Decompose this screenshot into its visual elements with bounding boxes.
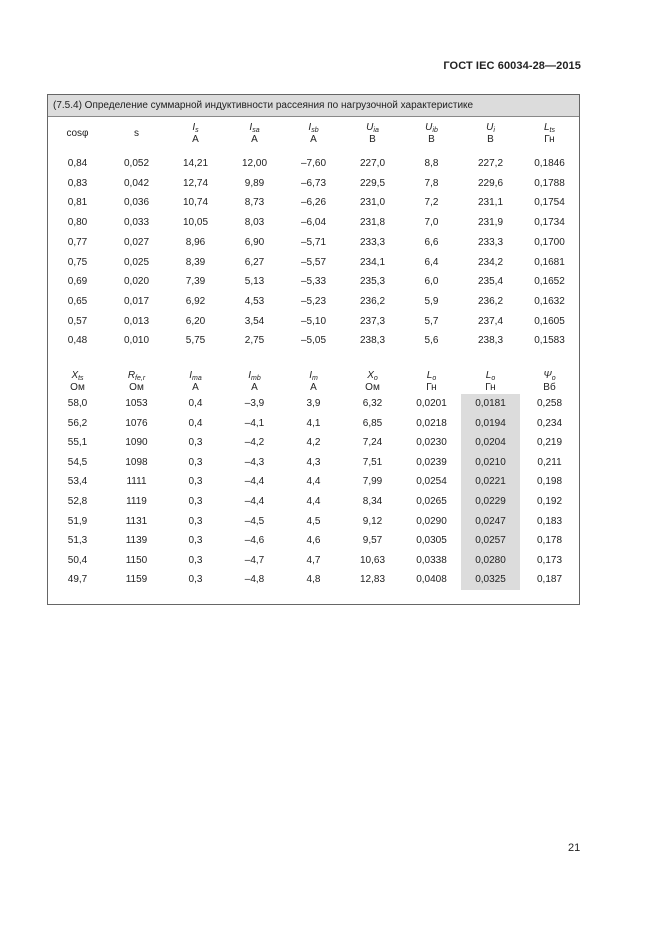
table-cell: 8,8 — [424, 158, 439, 169]
col-header — [284, 369, 343, 394]
table-cell: 0,0265 — [416, 496, 447, 507]
table-cell: 0,3 — [188, 554, 203, 566]
table-cell: 236,2 — [359, 295, 386, 307]
table-cell: 14,21 — [182, 158, 209, 169]
table-row — [48, 414, 579, 434]
table-cell: 8,03 — [244, 217, 265, 229]
table-cell: 8,39 — [185, 256, 206, 268]
table-cell: 0,178 — [536, 535, 563, 547]
col-header — [461, 121, 520, 146]
table-cell: 9,12 — [362, 515, 383, 527]
table-row — [48, 551, 579, 571]
col-symbol: $\Psi_o$ — [543, 369, 556, 382]
col-header — [225, 369, 284, 394]
table-cell: –6,04 — [300, 217, 327, 229]
col-unit: Гн — [426, 381, 437, 393]
table-cell-highlighted: 0,0229 — [461, 492, 520, 512]
col-header — [402, 121, 461, 146]
table-cell: 1119 — [126, 496, 147, 507]
table-cell: 12,74 — [182, 177, 209, 189]
document-header: ГОСТ IEC 60034-28—2015 — [443, 60, 581, 72]
table-cell: 0,3 — [188, 515, 203, 527]
col-header — [520, 121, 579, 146]
table-group2 — [48, 369, 579, 590]
table-cell: 4,6 — [306, 535, 321, 547]
table-cell: 6,27 — [244, 256, 265, 268]
table-cell-highlighted: 0,0325 — [461, 570, 520, 590]
table-cell: 0,020 — [123, 276, 150, 288]
table-cell: 237,4 — [477, 315, 504, 327]
table-cell: 49,7 — [67, 574, 88, 586]
table-cell: 50,4 — [67, 554, 88, 566]
table-cell: 0,017 — [123, 295, 150, 307]
table-cell: 51,3 — [67, 535, 88, 547]
col-unit: Вб — [543, 381, 556, 393]
table-cell: 4,4 — [306, 476, 321, 488]
col-symbol: $L_{ts}$ — [543, 121, 555, 134]
col-symbol: $L_o$ — [426, 369, 437, 382]
table-cell: –4,4 — [244, 496, 265, 507]
table-cell: 4,8 — [306, 574, 321, 586]
table-cell: 0,1681 — [534, 256, 565, 268]
table-row — [48, 512, 579, 532]
table-cell: 7,2 — [424, 197, 439, 209]
table-cell: 0,48 — [67, 335, 88, 347]
page-number: 21 — [568, 842, 581, 854]
table-cell-highlighted: 0,0204 — [461, 433, 520, 453]
col-symbol: $I_{sb}$ — [308, 121, 319, 134]
table-cell: 4,5 — [306, 515, 321, 527]
col-header — [166, 369, 225, 394]
table-cell: 1150 — [125, 554, 148, 566]
table-cell: 238,3 — [359, 335, 386, 347]
table-cell: 0,1700 — [534, 236, 565, 248]
col-symbol: $U_i$ — [486, 121, 495, 134]
col-symbol: s — [134, 128, 139, 139]
table-cell: 7,8 — [424, 177, 439, 189]
col-symbol: $U_{ib}$ — [425, 121, 438, 134]
col-header — [107, 121, 166, 146]
table-cell: 0,036 — [123, 197, 150, 209]
group2-header-row — [48, 369, 579, 394]
table-cell: –6,26 — [300, 197, 327, 209]
table-cell: 0,219 — [536, 437, 563, 449]
table-cell: 51,9 — [67, 515, 88, 527]
table-cell: 10,05 — [182, 217, 209, 229]
table-cell: 0,3 — [188, 437, 203, 449]
table-row — [48, 193, 579, 213]
table-cell: 7,0 — [424, 217, 439, 229]
table-cell: 0,3 — [188, 476, 203, 488]
table-cell: 0,57 — [67, 315, 88, 327]
col-symbol: $U_{ia}$ — [366, 121, 379, 134]
table-cell: 4,4 — [306, 496, 321, 507]
col-unit: A — [251, 133, 258, 145]
table-cell: 0,3 — [188, 456, 203, 468]
table-cell: 12,83 — [359, 574, 386, 586]
table-cell: 9,89 — [244, 177, 265, 189]
table-cell: 0,4 — [188, 417, 203, 429]
table-row — [48, 433, 579, 453]
col-unit: B — [428, 133, 435, 145]
table-cell: 238,3 — [477, 335, 504, 347]
table-cell: 0,052 — [123, 158, 150, 169]
table-cell: 235,3 — [359, 276, 386, 288]
table-cell: –5,23 — [300, 295, 327, 307]
table-cell: 0,1583 — [534, 335, 565, 347]
col-unit: Ом — [365, 381, 380, 393]
table-cell: –4,3 — [244, 456, 265, 468]
table-cell: 234,2 — [477, 256, 504, 268]
table-cell: 0,1846 — [534, 158, 565, 169]
table-cell: 0,042 — [123, 177, 150, 189]
group1-body — [48, 154, 579, 351]
table-cell: 0,0408 — [416, 574, 447, 586]
table-cell: –7,60 — [300, 158, 327, 169]
table-cell: 0,80 — [67, 217, 88, 229]
table-cell: 0,187 — [536, 574, 563, 586]
table-cell: 0,3 — [188, 574, 203, 586]
table-cell: 0,1734 — [534, 217, 565, 229]
table-cell: 0,84 — [67, 158, 88, 169]
table-cell: –5,10 — [300, 315, 327, 327]
table-row — [48, 492, 579, 512]
table-cell: –5,33 — [300, 276, 327, 288]
table-row — [48, 253, 579, 273]
table-row — [48, 570, 579, 590]
table-cell: 227,0 — [359, 158, 386, 169]
table-cell: 0,3 — [188, 496, 203, 507]
table-cell: 0,0305 — [416, 535, 447, 547]
table-cell: 5,6 — [424, 335, 439, 347]
col-header — [520, 369, 579, 394]
table-cell-highlighted: 0,0181 — [461, 394, 520, 414]
table-cell: –5,05 — [300, 335, 327, 347]
col-header — [48, 369, 107, 394]
col-header — [343, 369, 402, 394]
table-cell: 1053 — [125, 398, 148, 410]
table-cell: 0,1632 — [534, 295, 565, 307]
table-caption: (7.5.4) Определение суммарной индуктивности рассеяния по нагрузочной характеристике — [48, 95, 579, 117]
col-header — [107, 369, 166, 394]
table-cell: 8,34 — [362, 496, 383, 507]
table-cell: 0,0230 — [416, 437, 447, 449]
col-symbol: $X_{ts}$ — [71, 369, 84, 382]
table-cell: 3,9 — [306, 398, 321, 410]
table-cell: 56,2 — [67, 417, 88, 429]
table-cell: 227,2 — [477, 158, 504, 169]
table-cell: 0,234 — [536, 417, 563, 429]
table-row — [48, 453, 579, 473]
table-group1 — [48, 121, 579, 351]
table-cell: 233,3 — [359, 236, 386, 248]
table-cell: 10,63 — [359, 554, 386, 566]
col-unit: A — [251, 381, 258, 393]
col-unit: Гн — [485, 381, 496, 393]
col-unit: A — [310, 133, 317, 145]
col-unit: B — [487, 133, 494, 145]
table-cell: 1090 — [125, 437, 148, 449]
group1-header-row — [48, 121, 579, 146]
table-cell: 0,033 — [123, 217, 150, 229]
col-unit: Гн — [544, 133, 555, 145]
col-symbol: $I_m$ — [309, 369, 318, 382]
table-cell: 1139 — [125, 535, 148, 547]
table-row — [48, 233, 579, 253]
table-row — [48, 272, 579, 292]
table-cell: –4,5 — [244, 515, 265, 527]
table-cell: 231,0 — [359, 197, 386, 209]
table-cell: 6,90 — [244, 236, 265, 248]
table-cell: 231,1 — [477, 197, 504, 209]
table-row — [48, 154, 579, 174]
table-cell: 9,57 — [362, 535, 383, 547]
col-symbol: $I_s$ — [192, 121, 199, 134]
table-cell: 6,20 — [185, 315, 206, 327]
table-cell: 1076 — [125, 417, 148, 429]
table-row — [48, 331, 579, 351]
table-cell: 3,54 — [244, 315, 265, 327]
table-row — [48, 472, 579, 492]
col-symbol: $I_{sa}$ — [249, 121, 260, 134]
table-cell: 235,4 — [477, 276, 504, 288]
table-cell: 1098 — [125, 456, 148, 468]
col-symbol: $L_o$ — [485, 369, 496, 382]
table-cell: –3,9 — [244, 398, 265, 410]
table-cell: 0,183 — [536, 515, 563, 527]
col-symbol: $I_{ma}$ — [189, 369, 202, 382]
table-cell: 8,73 — [244, 197, 265, 209]
table-cell: 53,4 — [67, 476, 88, 488]
table-cell: 0,65 — [67, 295, 88, 307]
table-cell: 55,1 — [67, 437, 88, 449]
table-cell-highlighted: 0,0257 — [461, 531, 520, 551]
table-cell: 6,0 — [424, 276, 439, 288]
table-cell: 0,81 — [67, 197, 88, 209]
col-unit: A — [192, 133, 199, 145]
col-unit: A — [310, 381, 317, 393]
table-cell: 4,1 — [306, 417, 321, 429]
col-unit: Ом — [129, 381, 144, 393]
group2-body — [48, 394, 579, 590]
table-cell: 4,7 — [306, 554, 321, 566]
table-cell-highlighted: 0,0247 — [461, 512, 520, 532]
table-cell: 6,32 — [362, 398, 383, 410]
col-unit: Ом — [70, 381, 85, 393]
table-cell: 8,96 — [185, 236, 206, 248]
table-cell: 6,6 — [424, 236, 439, 248]
table-cell: –5,71 — [300, 236, 327, 248]
table-cell-highlighted: 0,0280 — [461, 551, 520, 571]
table-cell: 4,3 — [306, 456, 321, 468]
table-cell: 233,3 — [477, 236, 504, 248]
table-cell: 1131 — [125, 515, 148, 527]
table-row — [48, 174, 579, 194]
table-row — [48, 531, 579, 551]
col-header — [461, 369, 520, 394]
table-cell: 0,0218 — [416, 417, 447, 429]
table-cell: –4,6 — [244, 535, 265, 547]
col-unit: B — [369, 133, 376, 145]
table-cell: 0,173 — [536, 554, 563, 566]
table-cell-highlighted: 0,0210 — [461, 453, 520, 473]
table-cell: 234,1 — [359, 256, 386, 268]
table-cell: 7,99 — [362, 476, 383, 488]
table-cell: 231,8 — [359, 217, 386, 229]
table-cell: 0,1788 — [534, 177, 565, 189]
table-cell: 6,4 — [424, 256, 439, 268]
table-cell: 2,75 — [244, 335, 265, 347]
table-cell: 237,3 — [359, 315, 386, 327]
table-cell: 0,3 — [188, 535, 203, 547]
col-header — [225, 121, 284, 146]
table-cell: 7,24 — [362, 437, 383, 449]
table-cell: 10,74 — [182, 197, 209, 209]
table-row — [48, 394, 579, 414]
table-cell: 229,5 — [359, 177, 386, 189]
col-unit: A — [192, 381, 199, 393]
col-symbol: $X_o$ — [367, 369, 378, 382]
table-cell: 0,198 — [536, 476, 563, 488]
table-cell: 6,85 — [362, 417, 383, 429]
table-cell: 0,192 — [536, 496, 563, 507]
table-cell: 0,0239 — [416, 456, 447, 468]
table-cell: 0,69 — [67, 276, 88, 288]
col-symbol: $R_{fe,r}$ — [127, 369, 146, 382]
table-cell: 0,211 — [537, 456, 562, 468]
table-cell: 1159 — [125, 574, 148, 586]
table-cell: 0,0290 — [416, 515, 447, 527]
table-cell: 0,010 — [123, 335, 150, 347]
table-cell-highlighted: 0,0194 — [461, 414, 520, 434]
data-table-frame — [47, 94, 580, 605]
table-cell: 0,75 — [67, 256, 88, 268]
table-cell: 5,9 — [424, 295, 439, 307]
table-cell: –6,73 — [300, 177, 327, 189]
col-header — [166, 121, 225, 146]
table-cell: 6,92 — [185, 295, 206, 307]
table-cell: 5,75 — [185, 335, 206, 347]
table-row — [48, 213, 579, 233]
table-cell: 0,0254 — [416, 476, 447, 488]
table-cell: 7,39 — [185, 276, 206, 288]
col-symbol: cosφ — [66, 128, 89, 139]
table-cell: –4,4 — [244, 476, 265, 488]
table-cell: –4,2 — [244, 437, 265, 449]
table-cell: 0,4 — [188, 398, 203, 410]
table-cell: 5,7 — [424, 315, 439, 327]
table-cell: 236,2 — [477, 295, 504, 307]
table-cell: 4,2 — [306, 437, 321, 449]
table-cell: –4,7 — [244, 554, 265, 566]
table-cell: 0,1652 — [534, 276, 565, 288]
col-header — [48, 121, 107, 146]
col-symbol: $I_{mb}$ — [248, 369, 261, 382]
table-cell: 1111 — [126, 476, 147, 488]
table-cell: 229,6 — [477, 177, 504, 189]
table-cell: –5,57 — [300, 256, 327, 268]
col-header — [343, 121, 402, 146]
table-cell: 54,5 — [67, 456, 88, 468]
table-cell: 0,258 — [536, 398, 563, 410]
table-cell: 0,1605 — [534, 315, 565, 327]
table-cell: 0,83 — [67, 177, 88, 189]
table-cell: 0,1754 — [534, 197, 565, 209]
table-cell: 58,0 — [67, 398, 88, 410]
table-cell-highlighted: 0,0221 — [461, 472, 520, 492]
table-cell: 0,77 — [67, 236, 88, 248]
table-cell: 0,013 — [123, 315, 150, 327]
table-cell: 7,51 — [362, 456, 383, 468]
col-header — [402, 369, 461, 394]
table-cell: –4,8 — [244, 574, 265, 586]
col-header — [284, 121, 343, 146]
table-cell: 231,9 — [477, 217, 504, 229]
table-cell: 0,0201 — [416, 398, 447, 410]
table-cell: 52,8 — [67, 496, 88, 507]
table-row — [48, 312, 579, 332]
table-cell: 0,025 — [123, 256, 150, 268]
table-cell: 12,00 — [241, 158, 268, 169]
table-cell: 0,027 — [123, 236, 150, 248]
table-cell: 4,53 — [244, 295, 265, 307]
table-cell: 0,0338 — [416, 554, 447, 566]
table-cell: 5,13 — [244, 276, 265, 288]
table-row — [48, 292, 579, 312]
table-cell: –4,1 — [244, 417, 265, 429]
